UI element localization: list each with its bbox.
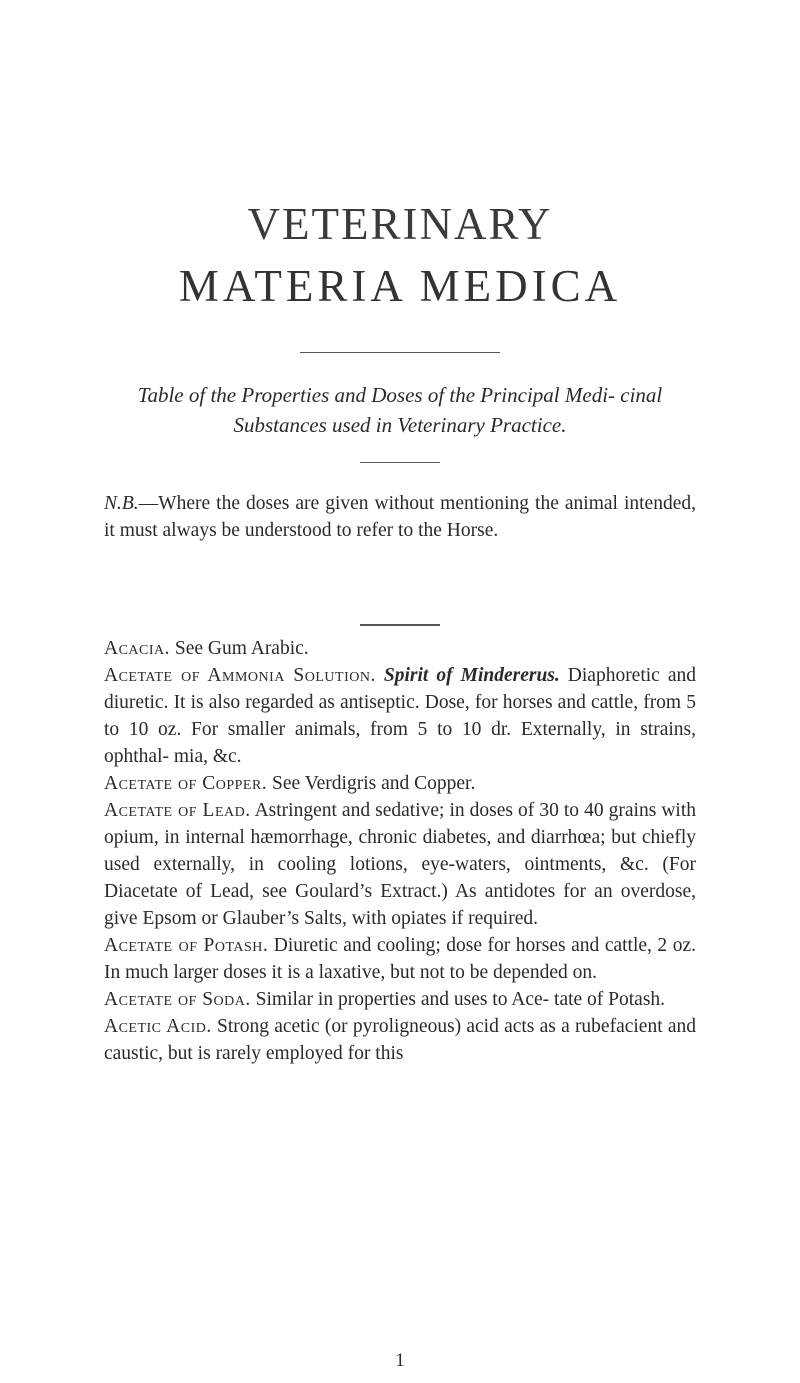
entry-text: Strong acetic (or pyroligneous) acid acts as a rubefacient and caustic, but is rarely employed for this [104,1016,697,1064]
entry-acetate-of-copper [104,770,696,797]
entry-acetate-of-potash [104,932,696,986]
entry-acetate-of-lead [104,797,696,932]
entry-acacia [104,635,696,662]
entry-text: See Gum Arabic. [170,638,309,659]
note-text: —Where the doses are given without mentioning the animal intended, it must always be understood to refer to the Horse. [104,493,696,541]
entry-head: Acacia. [104,638,171,659]
divider-rule-1 [300,352,500,353]
entry-text: Similar in properties and uses to Ace- tate of Potash. [250,989,666,1010]
entry-synonym: Spirit of Mindererus. [375,665,560,686]
entry-text: Astringent and sedative; in doses of 30 to 40 grains with opium, in internal hæmorrhage, chronic diabetes, and diarrhœa; but chiefly used externally, in cooling lotions, eye-waters, ointments, &c. (For Diacetate of Lead, see Goulard’s Extract.) As antidotes for an overdose, give Epsom or Glauber’s Salts, with opiates if required. [104,800,696,929]
title-line-2: MATERIA MEDICA [178,261,622,311]
divider-rule-3 [360,624,440,626]
note-prefix: N.B. [104,493,139,514]
entry-head: Acetate of Copper. [104,773,268,794]
entry-head: Acetate of Potash. [104,935,269,956]
entry-acetic-acid [104,1013,696,1067]
entry-text: Diuretic and cooling; dose for horses and cattle, 2 oz. In much larger doses it is a laxative, but not to be depended on. [104,935,696,983]
entry-head: Acetate of Ammonia Solution. [104,665,376,686]
entry-text: See Verdigris and Copper. [267,773,476,794]
entry-acetate-of-soda [104,986,696,1013]
entry-acetate-of-ammonia [104,662,696,770]
note [104,490,696,544]
subtitle: Table of the Properties and Doses of the Principal Medi- cinal Substances used in Veterinary Practice. [137,383,663,437]
page-number: 1 [395,1350,405,1371]
entry-text: Diaphoretic and diuretic. It is also regarded as antiseptic. Dose, for horses and cattle, from 5 to 10 oz. For smaller animals, from 5 to 10 dr. Externally, in strains, ophthal- mia, &c. [104,665,697,767]
entries-list [104,635,696,1067]
divider-rule-2 [360,462,440,463]
entry-head: Acetate of Lead. [104,800,251,821]
title-line-1: VETERINARY [247,199,553,249]
entry-head: Acetate of Soda. [104,989,251,1010]
entry-head: Acetic Acid. [104,1016,212,1037]
